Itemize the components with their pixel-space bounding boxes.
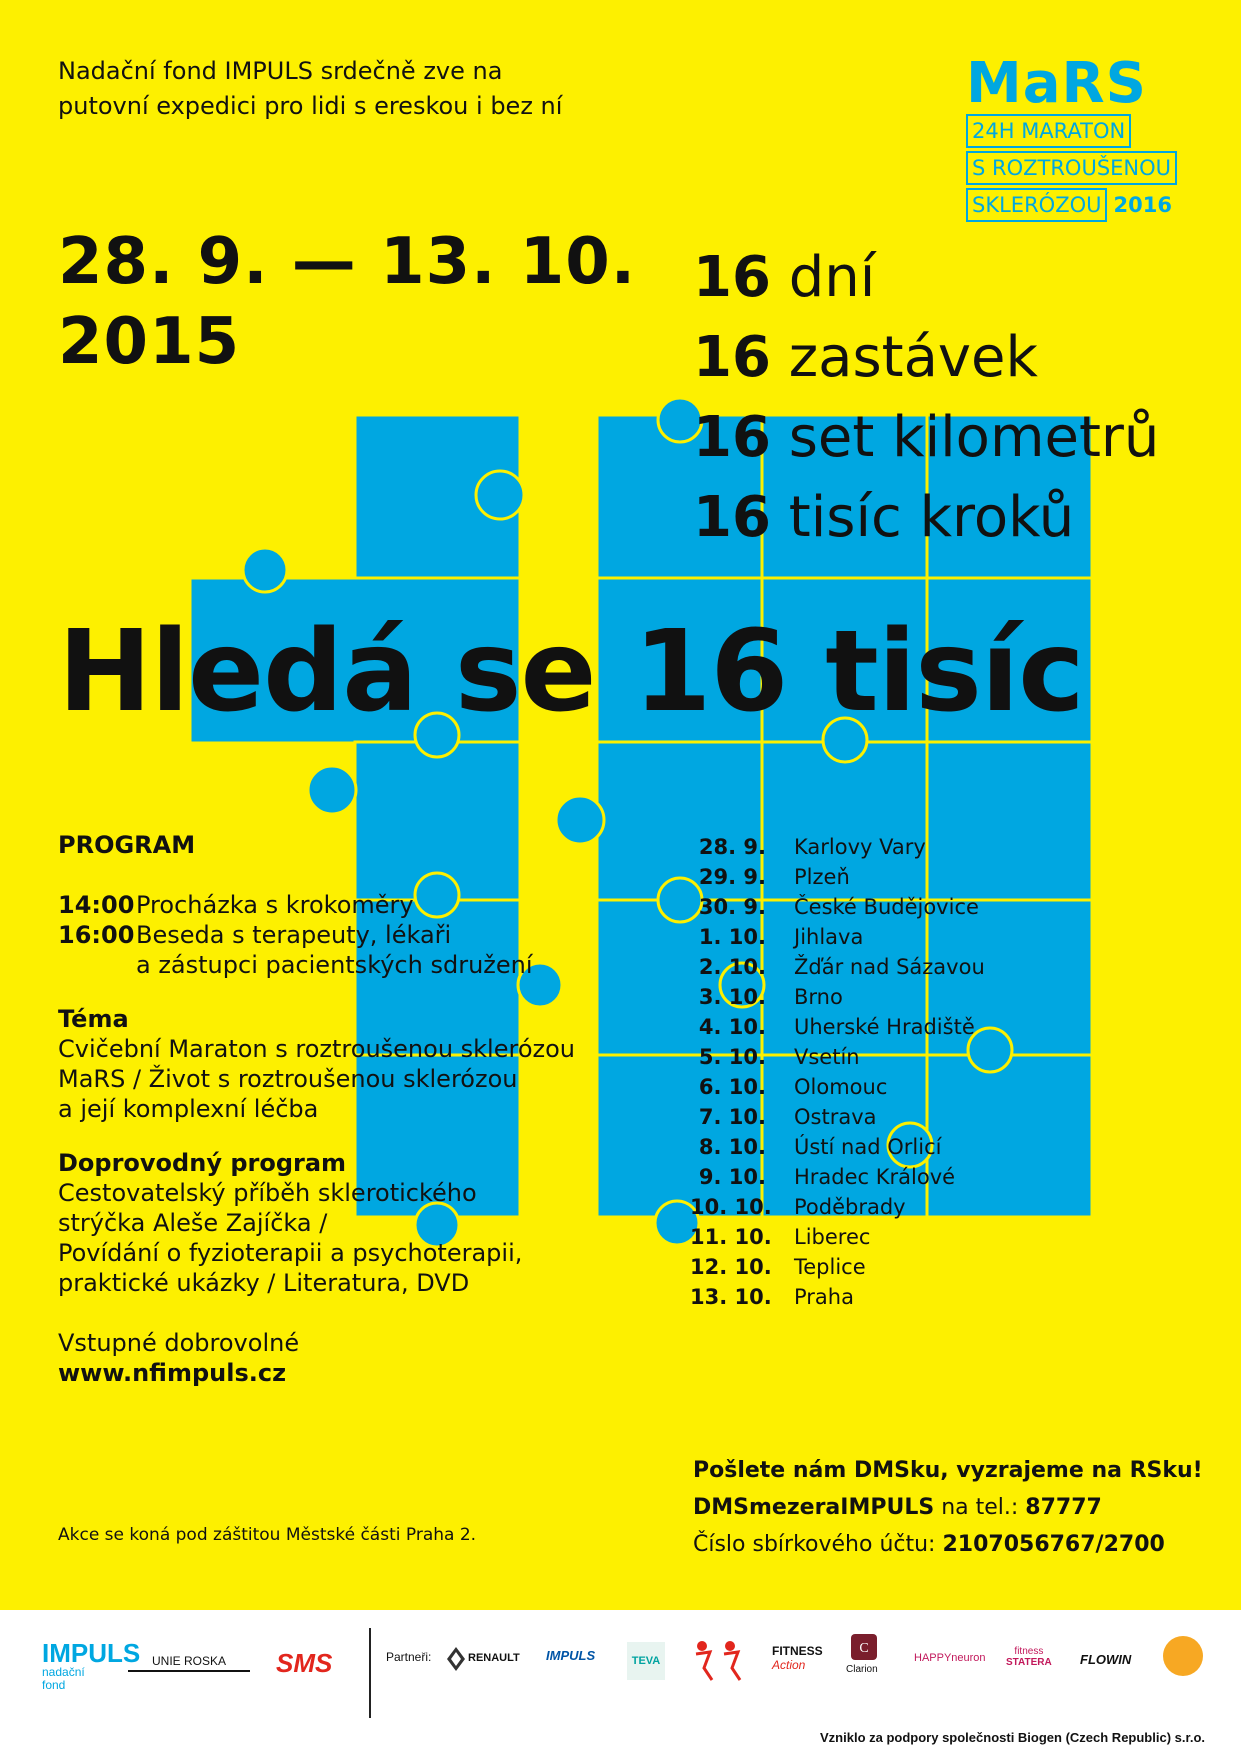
stop-row [690, 892, 985, 922]
mars-logo-year: 2016 [1113, 193, 1172, 217]
side-program-heading: Doprovodný program [58, 1149, 347, 1177]
donate-account: Číslo sbírkového účtu: 2107056767/2700 [693, 1532, 1165, 1557]
stop-city: České Budějovice [794, 895, 979, 919]
footnote: Akce se koná pod záštitou Městské části Praha 2. [58, 1525, 477, 1545]
stop-city: Liberec [794, 1225, 871, 1249]
stop-city: Jihlava [794, 925, 864, 949]
program-section [58, 830, 575, 1388]
theme-line: Cvičební Maraton s roztroušenou sklerózou [58, 1035, 576, 1063]
theme-line: MaRS / Život s roztroušenou sklerózou [58, 1065, 518, 1093]
mars-logo-line: SKLERÓZOU [966, 188, 1107, 222]
stop-row [690, 1192, 985, 1222]
mars-logo-line: 24H MARATON [966, 114, 1131, 148]
intro-text [58, 54, 562, 124]
fact-item: 16 zastávek [693, 325, 1038, 390]
date-range: 28. 9. — 13. 10. [58, 225, 637, 299]
stop-date: 8. 10. [698, 1135, 766, 1159]
stop-row [690, 1162, 985, 1192]
mars-logo [966, 51, 1177, 225]
stop-row [690, 832, 985, 862]
fact-item: 16 tisíc kroků [693, 485, 1075, 550]
stop-date: 13. 10. [690, 1285, 772, 1309]
stop-date: 9. 10. [698, 1165, 766, 1189]
facts-list [693, 238, 1159, 558]
website-link[interactable]: www.nfimpuls.cz [58, 1359, 287, 1387]
side-program-line: strýčka Aleše Zajíčka / [58, 1209, 328, 1237]
stop-city: Plzeň [794, 865, 850, 889]
teva-logo: TEVA [627, 1642, 665, 1680]
statera-logo: fitness STATERA [1006, 1646, 1052, 1668]
donate-sms: DMSmezeraIMPULS na tel.: 87777 [693, 1495, 1102, 1520]
stop-row [690, 922, 985, 952]
stop-city: Teplice [794, 1255, 866, 1279]
stop-date: 6. 10. [698, 1075, 766, 1099]
stop-date: 5. 10. [698, 1045, 766, 1069]
stop-row [690, 1102, 985, 1132]
clarion-logo-icon [851, 1634, 877, 1660]
stop-row [690, 1222, 985, 1252]
stop-row [690, 1282, 985, 1312]
partners-label: Partneři: [386, 1650, 432, 1664]
stop-date: 10. 10. [690, 1195, 772, 1219]
stop-city: Praha [794, 1285, 854, 1309]
mars-logo-word: MaRS [966, 51, 1147, 116]
dancers-logo-icon [690, 1638, 746, 1682]
stop-date: 3. 10. [698, 985, 766, 1009]
donate-slogan: Pošlete nám DMSku, vyzrajeme na RSku! [693, 1458, 1203, 1483]
stop-city: Hradec Králové [794, 1165, 956, 1189]
stop-row [690, 982, 985, 1012]
svg-text:C: C [859, 1641, 869, 1656]
schedule-row: 16:00Beseda s terapeuty, lékaři [58, 921, 452, 949]
mars-logo-line: S ROZTROUŠENOU [966, 151, 1177, 185]
renault-logo-icon [446, 1646, 466, 1672]
stop-date: 4. 10. [698, 1015, 766, 1039]
stop-row [690, 1252, 985, 1282]
side-program-line: Cestovatelský příběh sklerotického [58, 1179, 477, 1207]
stop-city: Karlovy Vary [794, 835, 926, 859]
intro-line: Nadační fond IMPULS srdečně zve na [58, 57, 503, 85]
stop-date: 7. 10. [698, 1105, 766, 1129]
theme-heading: Téma [58, 1005, 129, 1033]
stop-city: Žďár nad Sázavou [794, 955, 985, 979]
happyneuron-logo: HAPPYneuron [914, 1652, 986, 1664]
tour-stops [690, 832, 985, 1312]
orange-partner-logo [1163, 1636, 1203, 1676]
stop-date: 1. 10. [698, 925, 766, 949]
stop-row [690, 1042, 985, 1072]
radio-impuls-logo: IMPULS [546, 1648, 596, 1663]
fact-item: 16 dní [693, 245, 876, 310]
schedule-continuation: a zástupci pacientských sdružení [136, 951, 533, 979]
unie-roska-logo: UNIE ROSKA [128, 1654, 250, 1672]
entry-text: Vstupné dobrovolné [58, 1329, 300, 1357]
stop-date: 30. 9. [698, 895, 766, 919]
program-heading: PROGRAM [58, 831, 196, 859]
stop-row [690, 1012, 985, 1042]
stop-date: 11. 10. [690, 1225, 772, 1249]
clarion-logo: Clarion [846, 1664, 878, 1675]
stop-date: 29. 9. [698, 865, 766, 889]
sms-logo: SMS [276, 1648, 333, 1678]
stop-city: Brno [794, 985, 843, 1009]
side-program-line: Povídání o fyzioterapii a psychoterapii, [58, 1239, 523, 1267]
sponsor-credit: Vzniklo za podpory společnosti Biogen (Czech Republic) s.r.o. [820, 1730, 1205, 1745]
partners-footer [0, 1610, 1241, 1754]
event-dates [58, 222, 636, 382]
stop-city: Poděbrady [794, 1195, 906, 1219]
fact-item: 16 set kilometrů [693, 405, 1160, 470]
stop-row [690, 1072, 985, 1102]
stop-row [690, 862, 985, 892]
headline: Hledá se 16 tisíc [58, 607, 1084, 737]
impuls-logo: IMPULS nadační fond [42, 1638, 141, 1692]
stop-date: 28. 9. [698, 835, 766, 859]
schedule-row: 14:00Procházka s krokoměry [58, 891, 414, 919]
stop-city: Olomouc [794, 1075, 888, 1099]
flowin-logo: FLOWIN [1080, 1652, 1132, 1667]
donation-info [693, 1452, 1203, 1563]
stop-city: Vsetín [794, 1045, 860, 1069]
fitness-action-logo: FITNESS Action [772, 1644, 823, 1672]
intro-line: putovní expedici pro lidi s ereskou i bez ní [58, 92, 563, 120]
stop-city: Ústí nad Orlicí [794, 1135, 942, 1159]
stop-date: 2. 10. [698, 955, 766, 979]
theme-line: a její komplexní léčba [58, 1095, 319, 1123]
renault-logo: RENAULT [468, 1652, 520, 1664]
stop-row [690, 952, 985, 982]
side-program-line: praktické ukázky / Literatura, DVD [58, 1269, 470, 1297]
stop-date: 12. 10. [690, 1255, 772, 1279]
footer-separator [369, 1628, 371, 1718]
stop-row [690, 1132, 985, 1162]
stop-city: Ostrava [794, 1105, 877, 1129]
stop-city: Uherské Hradiště [794, 1015, 975, 1039]
date-year: 2015 [58, 305, 241, 379]
